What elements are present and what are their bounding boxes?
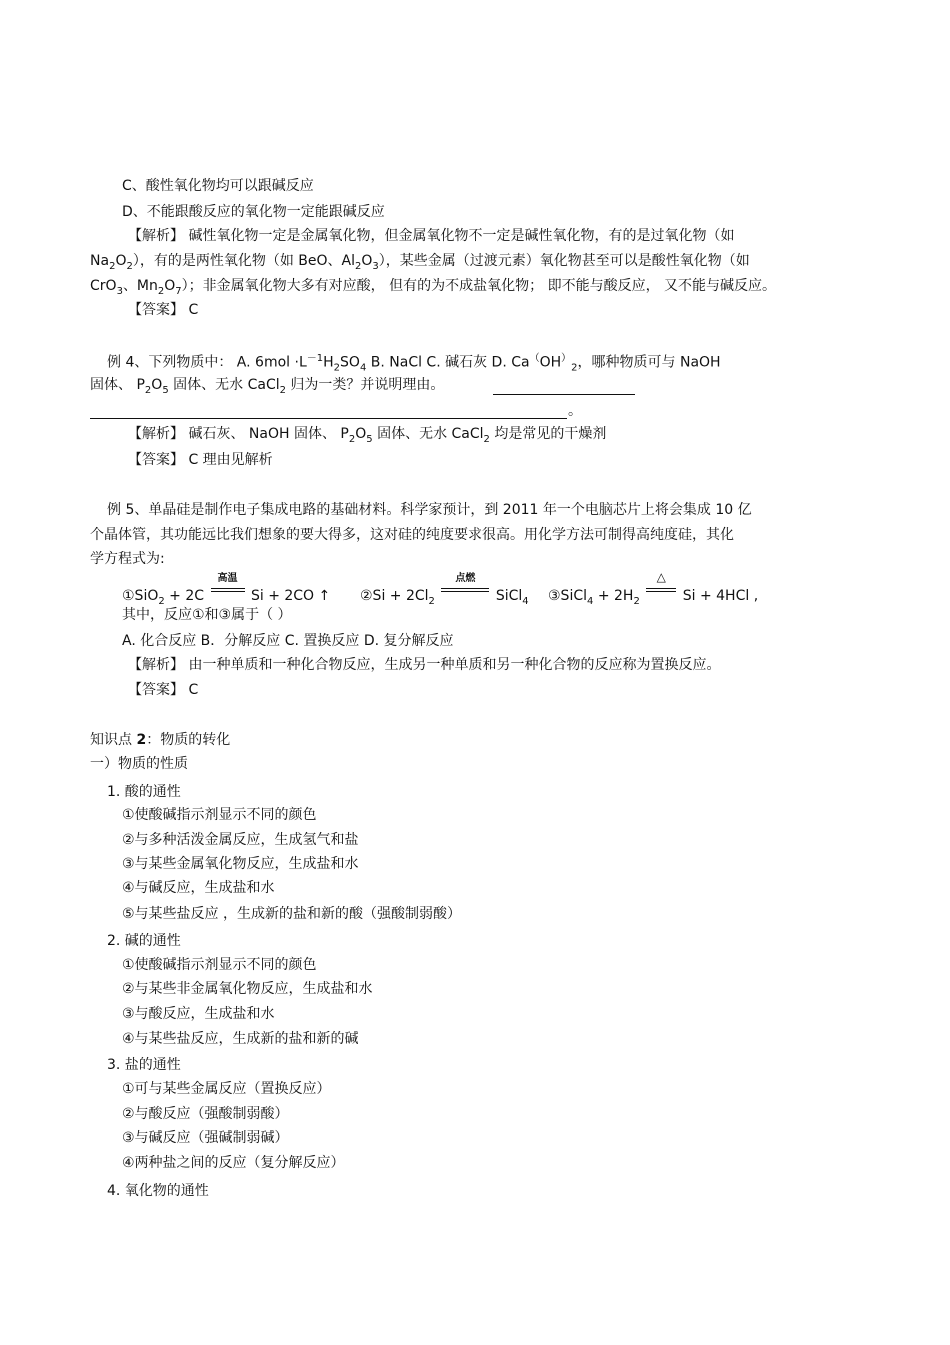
base-item-2: ②与某些非金属氧化物反应，生成盐和水 [122,981,373,997]
equation-3: ③SiCl$_4$ + $2H_2$ △ Si + 4HCl , [548,570,759,607]
ex5-question-line4: 其中，反应①和③属于（ ） [122,607,292,623]
condition-arrow-3: △ [646,582,676,600]
ex3-answer: 【答案】 C [128,302,199,318]
ex5-options: A. 化合反应 B．分解反应 C. 置换反应 D. 复分解反应 [122,633,454,649]
salt-item-1: ①可与某些金属反应（置换反应） [122,1081,331,1097]
salt-item-2: ②与酸反应（强酸制弱酸） [122,1106,289,1122]
ex4-answer-blank-1 [493,380,635,395]
base-item-4: ④与某些盐反应，生成新的盐和新的碱 [122,1031,359,1047]
base-title: 2. 碱的通性 [107,933,181,949]
ex5-question-line1: 例 5、单晶硅是制作电子集成电路的基础材料。科学家预计，到 2011 年一个电脑芯片上将会集成 10 亿 [107,502,752,518]
knowledge-point-2: 知识点 2：物质的转化 [90,732,231,748]
base-item-1: ①使酸碱指示剂显示不同的颜色 [122,957,317,973]
condition-arrow-1: 高温 [211,582,245,600]
ex5-question-line3: 学方程式为: [90,551,165,567]
ex3-analysis-line1: 【解析】 碱性氧化物一定是金属氧化物，但金属氧化物不一定是碱性氧化物，有的是过氧化物（如 [128,228,735,244]
option-d: D、不能跟酸反应的氧化物一定能跟碱反应 [122,204,385,220]
ex4-analysis: 【解析】 碱石灰、 NaOH 固体、 $P_2O_5$ 固体、无水 CaCl$_2$ 均是常见的干燥剂 [128,426,607,445]
ex5-analysis: 【解析】 由一种单质和一种化合物反应，生成另一种单质和另一种化合物的反应称为置换反应。 [128,657,721,673]
ex4-question-line2: 固体、 $P_2O_5$ 固体、无水 CaCl$_2$ 归为一类？并说明理由。 [90,377,445,396]
acid-item-5: ⑤与某些盐反应 ，生成新的盐和新的酸（强酸制弱酸） [122,906,461,922]
acid-item-1: ①使酸碱指示剂显示不同的颜色 [122,807,317,823]
ex4-answer: 【答案】 C 理由见解析 [128,452,273,468]
option-c: C、酸性氧化物均可以跟碱反应 [122,178,314,194]
ex4-question-line1: 例 4、下列物质中： A. $6mol \cdot L^{-1}H_2SO_4$ B. NaCl C. 碱石灰 D. $Ca^(OH^)_2$，哪种物质可与 NaOH [107,353,721,374]
salt-title: 3. 盐的通性 [107,1057,181,1073]
oxide-title: 4. 氧化物的通性 [107,1183,209,1199]
equation-2: ②Si + $2Cl_2$ 点燃 SiCl$_4$ [360,573,529,607]
ex4-answer-blank-2 [90,404,567,419]
acid-item-3: ③与某些金属氧化物反应，生成盐和水 [122,856,359,872]
base-item-3: ③与酸反应，生成盐和水 [122,1006,275,1022]
ex5-answer: 【答案】 C [128,682,199,698]
salt-item-3: ③与碱反应（强碱制弱碱） [122,1130,289,1146]
salt-item-4: ④两种盐之间的反应（复分解反应） [122,1155,345,1171]
ex4-question-end: 。 [568,403,582,419]
ex3-analysis-line2: $Na_2O_2$），有的是两性氧化物（如 BeO、$Al_2O_3$），某些金属（过渡元素）氧化物甚至可以是酸性氧化物（如 [90,253,750,272]
ex5-question-line2: 个晶体管，其功能远比我们想象的要大得多，这对硅的纯度要求很高。用化学方法可制得高纯度硅，其化 [90,527,734,543]
ex3-analysis-line3: CrO$_3$、$Mn_2O_7$）；非金属氧化物大多有对应酸， 但有的为不成盐氧化物； 即不能与酸反应， 又不能与碱反应。 [90,278,777,297]
condition-arrow-2: 点燃 [441,582,489,600]
acid-item-4: ④与碱反应，生成盐和水 [122,880,275,896]
acid-item-2: ②与多种活泼金属反应，生成氢气和盐 [122,832,359,848]
acid-title: 1. 酸的通性 [107,784,181,800]
section-properties: 一）物质的性质 [90,756,188,772]
equation-1: ①SiO$_2$ + 2C 高温 Si + 2CO ↑ [122,573,331,607]
